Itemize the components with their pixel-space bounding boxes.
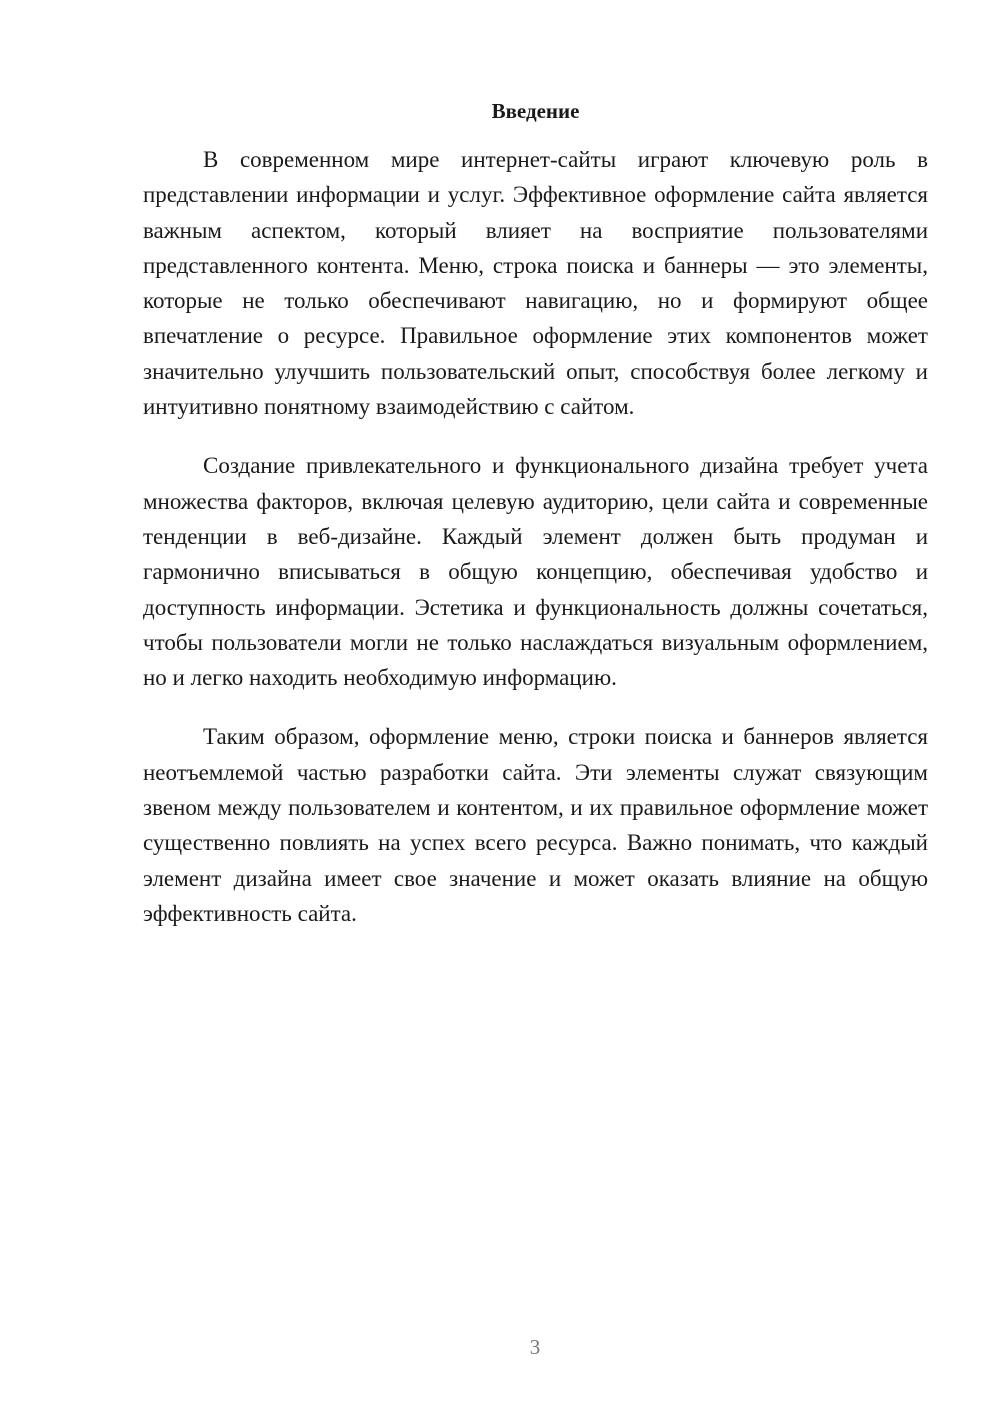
paragraph-3: Таким образом, оформление меню, строки поиска и баннеров является неотъемлемой частью разработки сайта. Эти элементы служат связующим звеном между пользователем и контентом, и их правильное оформление может существенно повлиять на успех всего ресурса. Важно понимать, что каждый элемент дизайна имеет свое значение и может оказать влияние на общую эффективность сайта.	[143, 724, 928, 926]
paragraph-2: Создание привлекательного и функционального дизайна требует учета множества факторов, включая целевую аудиторию, цели сайта и современные тенденции в веб-дизайне. Каждый элемент должен быть продуман и гармонично вписываться в общую концепцию, обеспечивая удобство и доступность информации. Эстетика и функциональность должны сочетаться, чтобы пользователи могли не только наслаждаться визуальным оформлением, но и легко находить необходимую информацию.	[143, 453, 928, 691]
body-text	[143, 142, 928, 955]
paragraph-1: В современном мире интернет-сайты играют ключевую роль в представлении информации и услуг. Эффективное оформление сайта является важным аспектом, который влияет на восприятие пользователями представленного контента. Меню, строка поиска и баннеры — это элементы, которые не только обеспечивают навигацию, но и формируют общее впечатление о ресурсе. Правильное оформление этих компонентов может значительно улучшить пользовательский опыт, способствуя более легкому и интуитивно понятному взаимодействию с сайтом.	[143, 147, 928, 420]
page-number: 3	[529, 1335, 541, 1359]
section-heading: Введение	[491, 99, 580, 123]
